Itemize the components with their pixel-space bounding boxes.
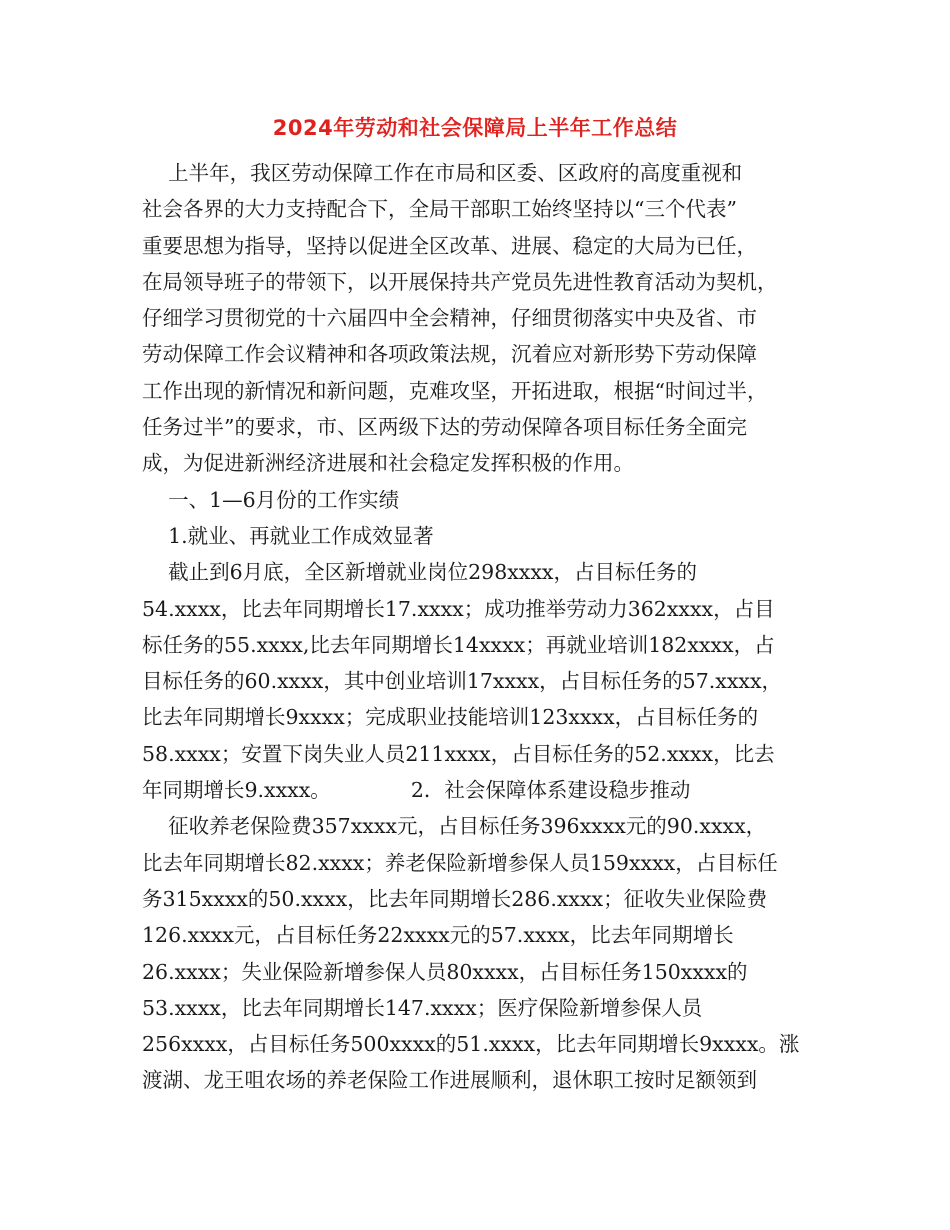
text-line: 比去年同期增长9xxxx；完成职业技能培训123xxxx，占目标任务的: [142, 705, 759, 730]
text-line: 任务过半”的要求，市、区两级下达的劳动保障各项目标任务全面完: [142, 415, 747, 440]
text-line: 征收养老保险费357xxxx元，占目标任务396xxxx元的90.xxxx，: [142, 814, 767, 839]
text-line: 重要思想为指导，坚持以促进全区改革、进展、稳定的大局为已任，: [142, 233, 757, 258]
text-line: 截止到6月底，全区新增就业岗位298xxxx，占目标任务的: [142, 560, 697, 585]
text-line: 工作出现的新情况和新问题，克难攻坚，开拓进取，根据“时间过半，: [142, 378, 768, 403]
text-line: 比去年同期增长82.xxxx；养老保险新增参保人员159xxxx，占目标任: [142, 850, 778, 875]
text-line: 26.xxxx；失业保险新增参保人员80xxxx，占目标任务150xxxx的: [142, 959, 748, 984]
text-line: 256xxxx，占目标任务500xxxx的51.xxxx，比去年同期增长9xxxx。涨: [142, 1032, 800, 1057]
text-line: 126.xxxx元，占目标任务22xxxx元的57.xxxx，比去年同期增长: [142, 923, 734, 948]
split-line: [142, 772, 812, 808]
text-line: 仔细学习贯彻党的十六届四中全会精神，仔细贯彻落实中央及省、市: [142, 306, 757, 331]
text-line: 渡湖、龙王咀农场的养老保险工作进展顺利，退休职工按时足额领到: [142, 1068, 757, 1093]
text-line: 劳动保障工作会议精神和各项政策法规，沉着应对新形势下劳动保障: [142, 342, 757, 367]
document-title: 2024年劳动和社会保障局上半年工作总结: [272, 116, 678, 140]
text-line: 目标任务的60.xxxx，其中创业培训17xxxx，占目标任务的57.xxxx，: [142, 669, 783, 694]
document-body: [142, 155, 812, 1099]
text-line: 在局领导班子的带领下，以开展保持共产党员先进性教育活动为契机，: [142, 269, 778, 294]
text-line: 上半年，我区劳动保障工作在市局和区委、区政府的高度重视和: [142, 161, 743, 185]
text-line: 务315xxxx的50.xxxx，比去年同期增长286.xxxx；征收失业保险费: [142, 886, 768, 911]
subsection-heading: 2．社会保障体系建设稳步推动: [410, 778, 691, 803]
text-line: 54.xxxx，比去年同期增长17.xxxx；成功推举劳动力362xxxx，占目: [142, 596, 775, 621]
section-heading: 一、1—6月份的工作实绩: [142, 487, 400, 512]
text-line: 标任务的55.xxxx,比去年同期增长14xxxx；再就业培训182xxxx，占: [142, 632, 775, 657]
text-line: 58.xxxx；安置下岗失业人员211xxxx，占目标任务的52.xxxx，比去: [142, 741, 775, 766]
text-line: 成，为促进新洲经济进展和社会稳定发挥积极的作用。: [142, 451, 634, 476]
subsection-heading: 1.就业、再就业工作成效显著: [142, 523, 434, 548]
split-line-left: 年同期增长9.xxxx。: [142, 778, 331, 803]
text-line: 53.xxxx，比去年同期增长147.xxxx；医疗保险新增参保人员: [142, 995, 703, 1020]
text-line: 社会各界的大力支持配合下，全局干部职工始终坚持以“三个代表”: [142, 197, 737, 222]
